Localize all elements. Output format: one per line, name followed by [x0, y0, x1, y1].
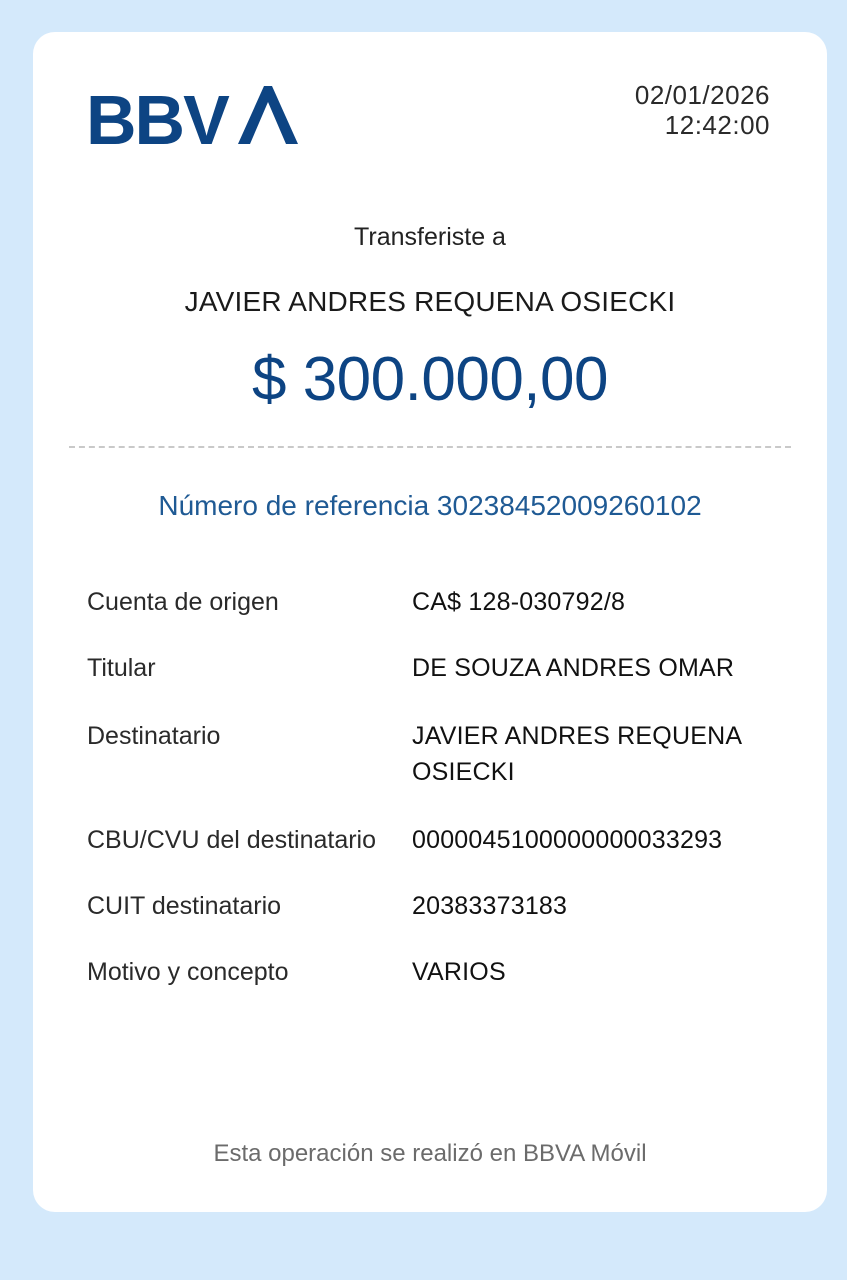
transaction-time: 12:42:00 — [664, 110, 770, 140]
detail-label: Motivo y concepto — [87, 958, 289, 986]
detail-row-cuit — [87, 888, 787, 954]
transaction-date: 02/01/2026 — [634, 80, 770, 110]
recipient-name: JAVIER ANDRES REQUENA OSIECKI — [184, 286, 676, 317]
transaction-datetime — [635, 80, 770, 140]
receipt-card — [33, 32, 827, 1212]
transfer-label: Transferiste a — [354, 223, 506, 251]
reference-number: Número de referencia 30238452009260102 — [158, 490, 702, 521]
detail-value: CA$ 128-030792/8 — [412, 588, 626, 616]
detail-value: VARIOS — [412, 958, 506, 986]
bbva-logo — [86, 80, 301, 155]
detail-row-reason — [87, 954, 787, 1020]
footer-note: Esta operación se realizó en BBVA Móvil — [213, 1140, 647, 1167]
detail-row-cbu — [87, 822, 787, 888]
svg-text:BBV: BBV — [86, 81, 228, 150]
detail-row-recipient — [87, 718, 787, 822]
transfer-amount: $ 300.000,00 — [251, 345, 608, 414]
dashed-divider — [69, 446, 791, 448]
detail-label: Cuenta de origen — [87, 588, 279, 616]
detail-label: CBU/CVU del destinatario — [87, 826, 377, 854]
details-list — [87, 584, 787, 1020]
detail-row-origin-account — [87, 584, 787, 650]
detail-value: DE SOUZA ANDRES OMAR — [412, 654, 735, 682]
detail-value: JAVIER ANDRES REQUENA OSIECKI — [412, 722, 741, 786]
detail-value: 20383373183 — [412, 892, 568, 920]
detail-label: Destinatario — [87, 722, 221, 750]
detail-label: CUIT destinatario — [87, 892, 282, 920]
detail-row-holder — [87, 650, 787, 718]
detail-label: Titular — [87, 654, 156, 682]
detail-value: 0000045100000000033293 — [412, 826, 723, 854]
bbva-logo-mark — [86, 80, 301, 150]
